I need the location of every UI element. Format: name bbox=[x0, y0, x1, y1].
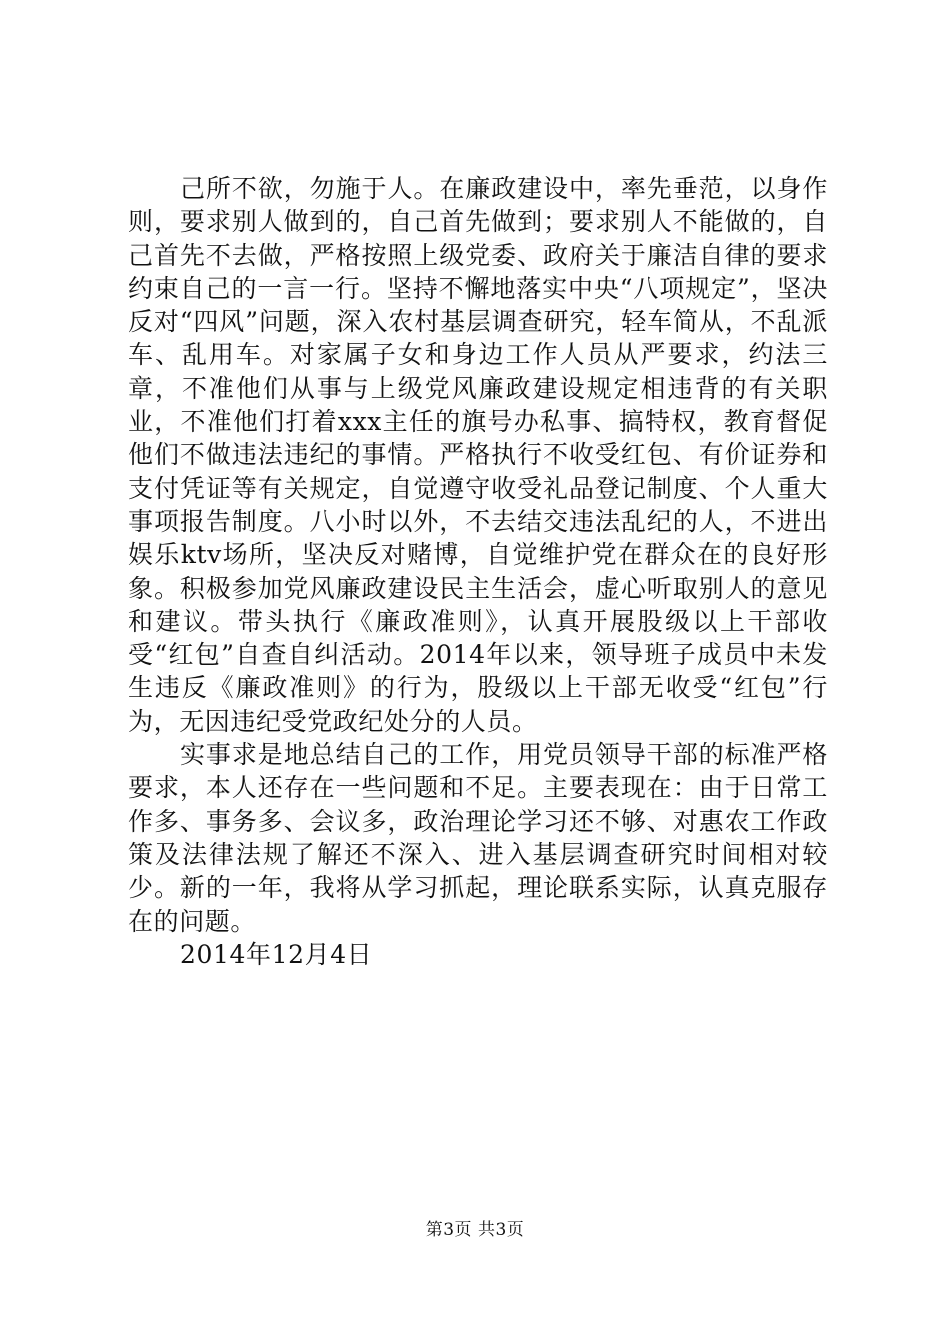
document-body bbox=[128, 172, 828, 971]
page-footer: 第3页 共3页 bbox=[425, 1220, 525, 1240]
paragraph-shortcomings: 实事求是地总结自己的工作，用党员领导干部的标准严格要求，本人还存在一些问题和不足。主要表现在：由于日常工作多、事务多、会议多，政治理论学习还不够、对惠农工作政策及法律法规了解还不深入、进入基层调查研究时间相对较少。新的一年，我将从学习抓起，理论联系实际，认真克服存在的问题。 bbox=[128, 740, 828, 936]
paragraph-integrity: 己所不欲，勿施于人。在廉政建设中，率先垂范，以身作则，要求别人做到的，自己首先做到；要求别人不能做的，自己首先不去做，严格按照上级党委、政府关于廉洁自律的要求约束自己的一言一行。坚持不懈地落实中央“八项规定”，坚决反对“四风”问题，深入农村基层调查研究，轻车简从，不乱派车、乱用车。对家属子女和身边工作人员从严要求，约法三章，不准他们从事与上级党风廉政建设规定相违背的有关职业，不准他们打着xxx主任的旗号办私事、搞特权，教育督促他们不做违法违纪的事情。严格执行不收受红包、有价证券和支付凭证等有关规定，自觉遵守收受礼品登记制度、个人重大事项报告制度。八小时以外，不去结交违法乱纪的人，不进出娱乐ktv场所，坚决反对赌博，自觉维护党在群众在的良好形象。积极参加党风廉政建设民主生活会，虚心听取别人的意见和建议。带头执行《廉政准则》，认真开展股级以上干部收受“红包”自查自纠活动。2014年以来，领导班子成员中未发生违反《廉政准则》的行为，股级以上干部无收受“红包”行为，无因违纪受党政纪处分的人员。 bbox=[128, 174, 828, 736]
document-date: 2014年12月4日 bbox=[180, 939, 373, 969]
